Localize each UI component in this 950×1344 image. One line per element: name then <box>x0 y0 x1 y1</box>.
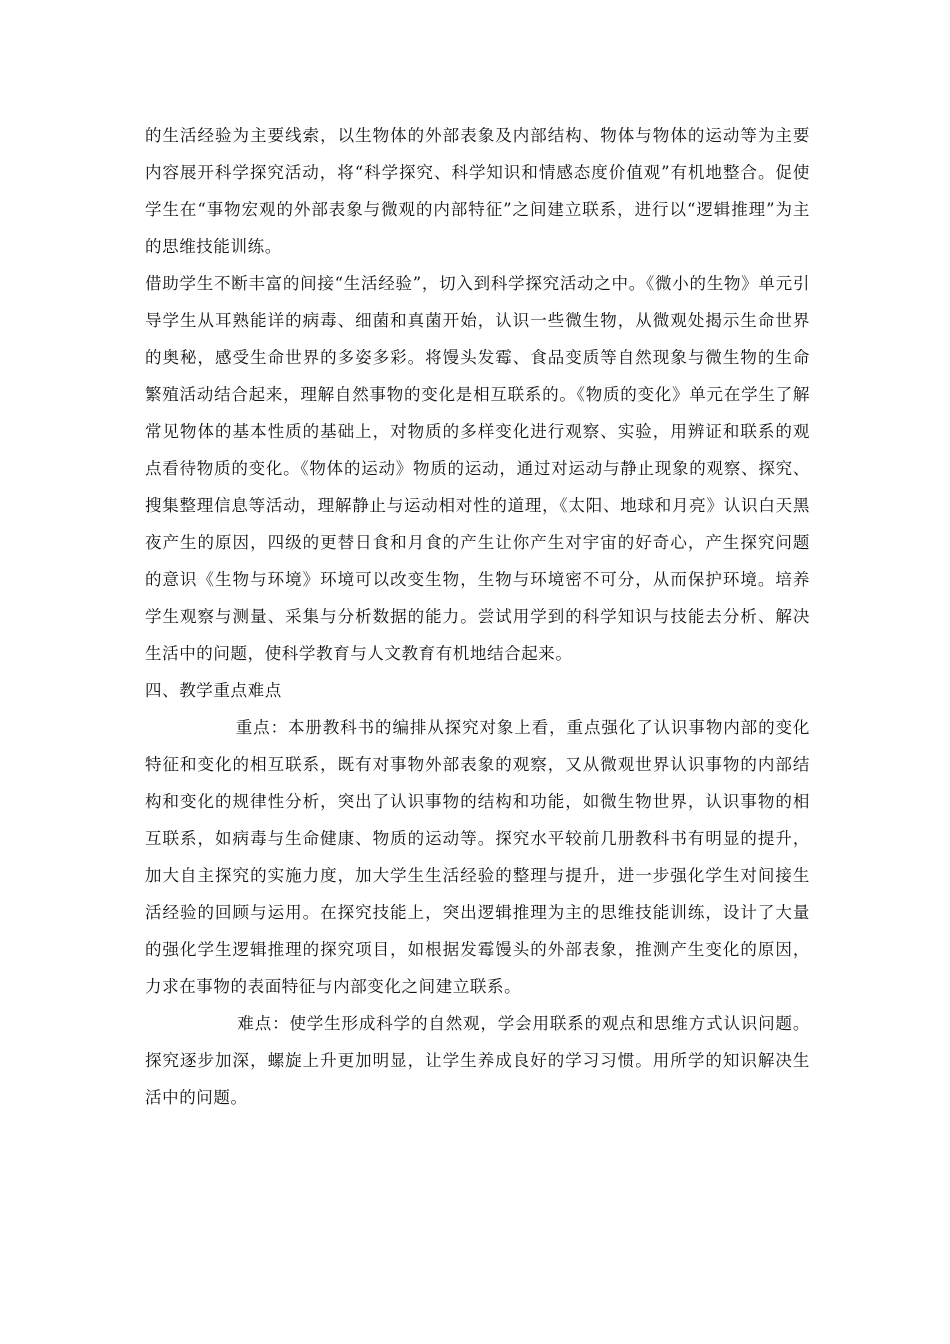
document-body <box>145 117 810 1116</box>
paragraph-life-experience: 借助学生不断丰富的间接“生活经验”，切入到科学探究活动之中。《微小的生物》单元引导学生从耳熟能详的病毒、细菌和真菌开始，认识一些微生物，从微观处揭示生命世界的奥秘，感受生命世界的多姿多彩。将馒头发霉、食品变质等自然现象与微生物的生命繁殖活动结合起来，理解自然事物的变化是相互联系的。《物质的变化》单元在学生了解常见物体的基本性质的基础上，对物质的多样变化进行观察、实验，用辨证和联系的观点看待物质的变化。《物体的运动》物质的运动，通过对运动与静止现象的观察、探究、搜集整理信息等活动，理解静止与运动相对性的道理，《太阳、地球和月亮》认识白天黑夜产生的原因，四级的更替日食和月食的产生让你产生对宇宙的好奇心，产生探究问题的意识《生物与环境》环境可以改变生物，生物与环境密不可分，从而保护环境。培养学生观察与测量、采集与分析数据的能力。尝试用学到的科学知识与技能去分析、解决生活中的问题，使科学教育与人文教育有机地结合起来。 <box>145 274 810 663</box>
paragraph-key-points: 重点：本册教科书的编排从探究对象上看，重点强化了认识事物内部的变化特征和变化的相互联系，既有对事物外部表象的观察，又从微观世界认识事物的内部结构和变化的规律性分析，突出了认识事物的结构和功能，如微生物世界，认识事物的相互联系，如病毒与生命健康、物质的运动等。探究水平较前几册教科书有明显的提升，加大自主探究的实施力度，加大学生生活经验的整理与提升，进一步强化学生对间接生活经验的回顾与运用。在探究技能上，突出逻辑推理为主的思维技能训练，设计了大量的强化学生逻辑推理的探究项目，如根据发霉馒头的外部表象，推测产生变化的原因，力求在事物的表面特征与内部变化之间建立联系。 <box>145 718 810 996</box>
paragraph-difficult-points: 难点：使学生形成科学的自然观，学会用联系的观点和思维方式认识问题。探究逐步加深，螺旋上升更加明显，让学生养成良好的学习习惯。用所学的知识解决生活中的问题。 <box>145 1014 810 1107</box>
paragraph-intro-continuation: 的生活经验为主要线索，以生物体的外部表象及内部结构、物体与物体的运动等为主要内容展开科学探究活动，将“科学探究、科学知识和情感态度价值观”有机地整合。促使学生在“事物宏观的外部表象与微观的内部特征”之间建立联系，进行以“逻辑推理”为主的思维技能训练。 <box>145 126 810 256</box>
section-heading-key-difficult-points: 四、教学重点难点 <box>145 681 282 700</box>
